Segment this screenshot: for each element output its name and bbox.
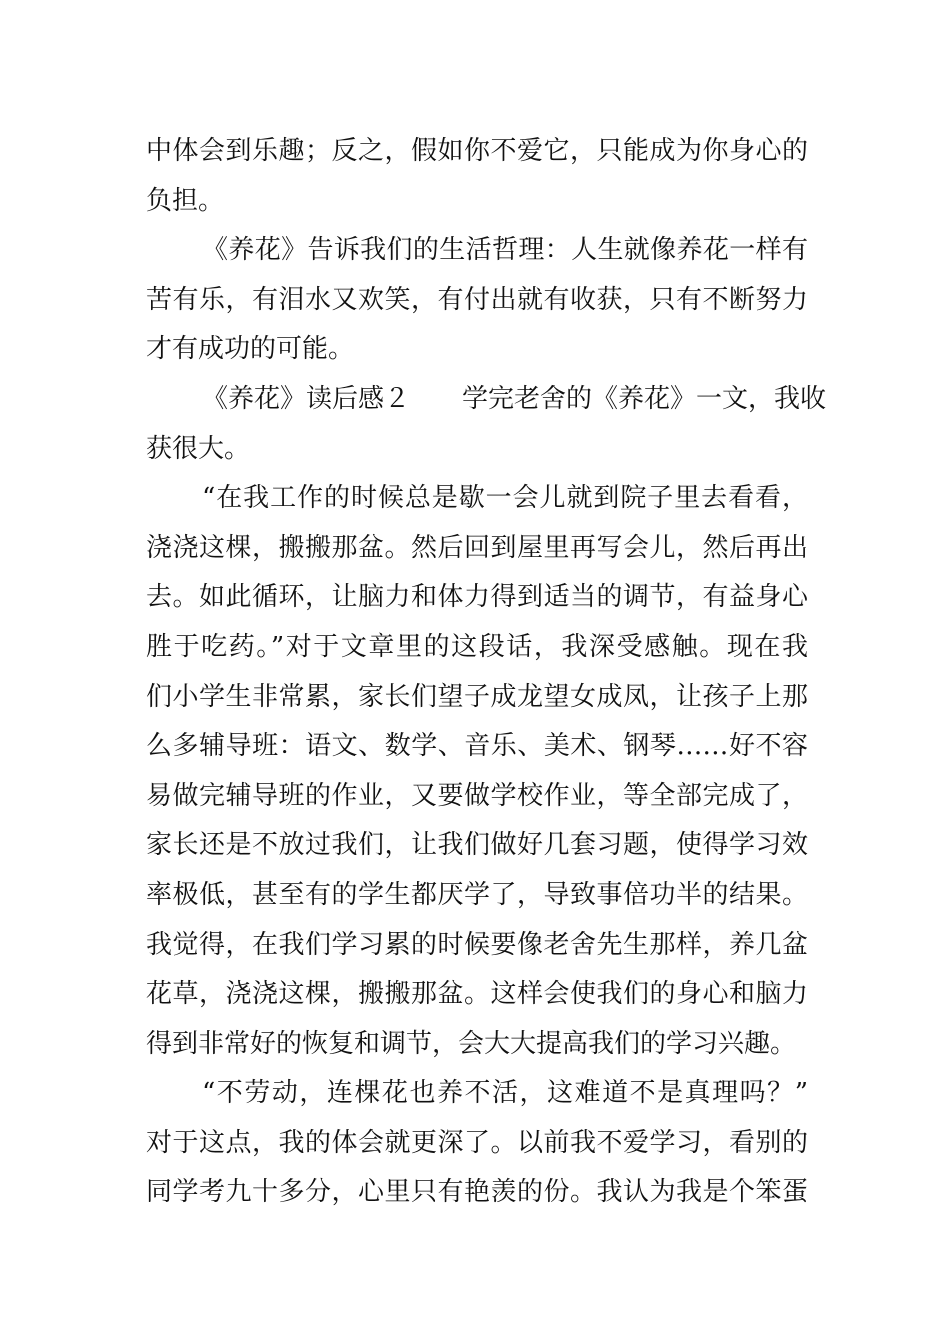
text-line: 胜于吃药。”对于文章里的这段话，我深受感触。现在我 bbox=[146, 631, 808, 662]
text-line: “在我工作的时候总是歇一会儿就到院子里去看看， bbox=[202, 483, 808, 514]
text-line: 我觉得，在我们学习累的时候要像老舍先生那样，养几盆 bbox=[146, 929, 808, 960]
text-line: “不劳动，连棵花也养不活，这难道不是真理吗？” bbox=[202, 1078, 808, 1109]
text-line: 获很大。 bbox=[146, 433, 251, 464]
text-line: 负担。 bbox=[146, 185, 225, 216]
text-line: 去。如此循环，让脑力和体力得到适当的调节，有益身心 bbox=[146, 582, 808, 613]
text-line: 得到非常好的恢复和调节，会大大提高我们的学习兴趣。 bbox=[146, 1028, 797, 1059]
text-line: 浇浇这棵，搬搬那盆。然后回到屋里再写会儿，然后再出 bbox=[146, 532, 808, 563]
text-line: 同学考九十多分，心里只有艳羡的份。我认为我是个笨蛋 bbox=[146, 1177, 808, 1208]
text-line: 中体会到乐趣；反之，假如你不爱它，只能成为你身心的 bbox=[146, 136, 808, 166]
text-line: 对于这点，我的体会就更深了。以前我不爱学习，看别的 bbox=[146, 1127, 808, 1158]
text-line: 《养花》读后感２ 学完老舍的《养花》一文，我收 bbox=[202, 383, 827, 414]
text-line: 家长还是不放过我们，让我们做好几套习题，使得学习效 bbox=[146, 830, 808, 861]
text-line: 花草，浇浇这棵，搬搬那盆。这样会使我们的身心和脑力 bbox=[146, 979, 808, 1010]
text-line: 苦有乐，有泪水又欢笑，有付出就有收获，只有不断努力 bbox=[146, 284, 808, 315]
document-body bbox=[146, 127, 827, 1218]
text-line: 们小学生非常累，家长们望子成龙望女成凤，让孩子上那 bbox=[146, 681, 808, 712]
text-line: 易做完辅导班的作业，又要做学校作业，等全部完成了， bbox=[146, 780, 808, 811]
text-line: 么多辅导班：语文、数学、音乐、美术、钢琴……好不容 bbox=[146, 731, 808, 762]
text-line: 《养花》告诉我们的生活哲理：人生就像养花一样有 bbox=[202, 235, 808, 266]
text-line: 率极低，甚至有的学生都厌学了，导致事倍功半的结果。 bbox=[146, 879, 808, 910]
text-line: 才有成功的可能。 bbox=[146, 334, 355, 365]
